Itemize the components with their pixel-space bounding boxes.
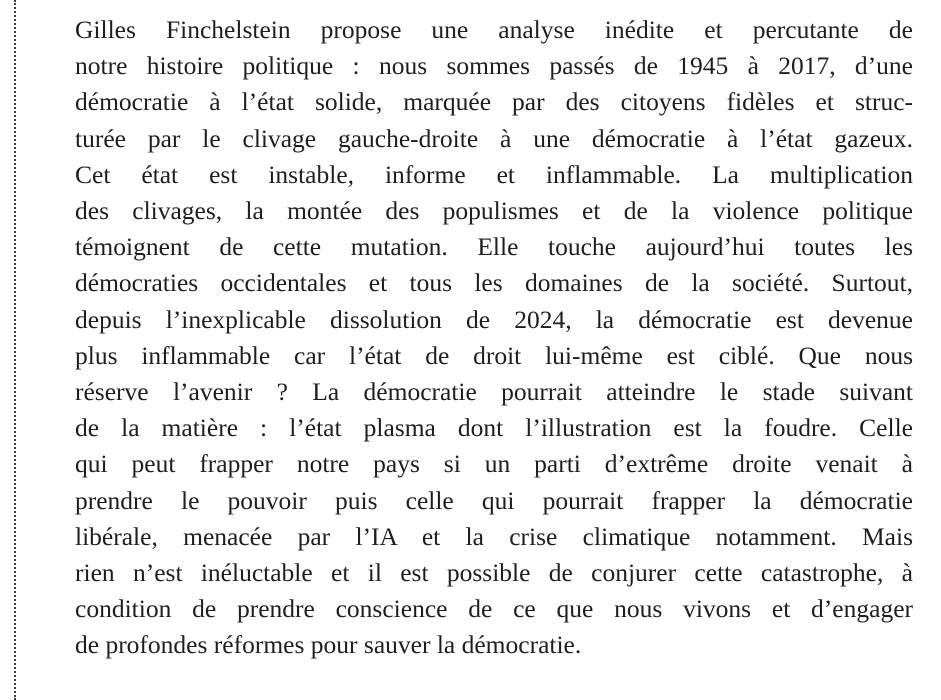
paragraph-line-14: prendre le pouvoir puis celle qui pourrait frapper la démocratie xyxy=(75,485,913,515)
paragraph-line-16: rien n’est inéluctable et il est possible de conjurer cette catastrophe, à xyxy=(75,558,913,588)
paragraph-line-8: démocraties occidentales et tous les domaines de la société. Surtout, xyxy=(75,268,913,298)
paragraph-line-18: de profondes réformes pour sauver la démocratie. xyxy=(75,630,582,660)
book-description-paragraph xyxy=(75,12,913,664)
paragraph-line-3: démocratie à l’état solide, marquée par des citoyens fidèles et struc- xyxy=(75,87,913,117)
paragraph-line-4: turée par le clivage gauche-droite à une démocratie à l’état gazeux. xyxy=(75,123,913,153)
paragraph-line-9: depuis l’inexplicable dissolution de 2024, la démocratie est devenue xyxy=(75,304,913,334)
paragraph-line-12: de la matière : l’état plasma dont l’illustration est la foudre. Celle xyxy=(75,413,913,443)
paragraph-line-10: plus inflammable car l’état de droit lui-même est ciblé. Que nous xyxy=(75,340,913,370)
paragraph-line-15: libérale, menacée par l’IA et la crise climatique notamment. Mais xyxy=(75,521,913,551)
paragraph-line-17: condition de prendre conscience de ce que nous vivons et d’engager xyxy=(75,594,913,624)
dotted-margin-rule xyxy=(14,0,16,700)
paragraph-line-6: des clivages, la montée des populismes et de la violence politique xyxy=(75,196,913,226)
paragraph-line-5: Cet état est instable, informe et inflammable. La multiplication xyxy=(75,159,913,189)
paragraph-line-11: réserve l’avenir ? La démocratie pourrait atteindre le stade suivant xyxy=(75,377,913,407)
paragraph-line-1: Gilles Finchelstein propose une analyse inédite et percutante de xyxy=(75,15,913,44)
paragraph-line-13: qui peut frapper notre pays si un parti d’extrême droite venait à xyxy=(75,449,913,479)
paragraph-line-2: notre histoire politique : nous sommes passés de 1945 à 2017, d’une xyxy=(75,51,913,81)
paragraph-line-7: témoignent de cette mutation. Elle touche aujourd’hui toutes les xyxy=(75,232,913,262)
